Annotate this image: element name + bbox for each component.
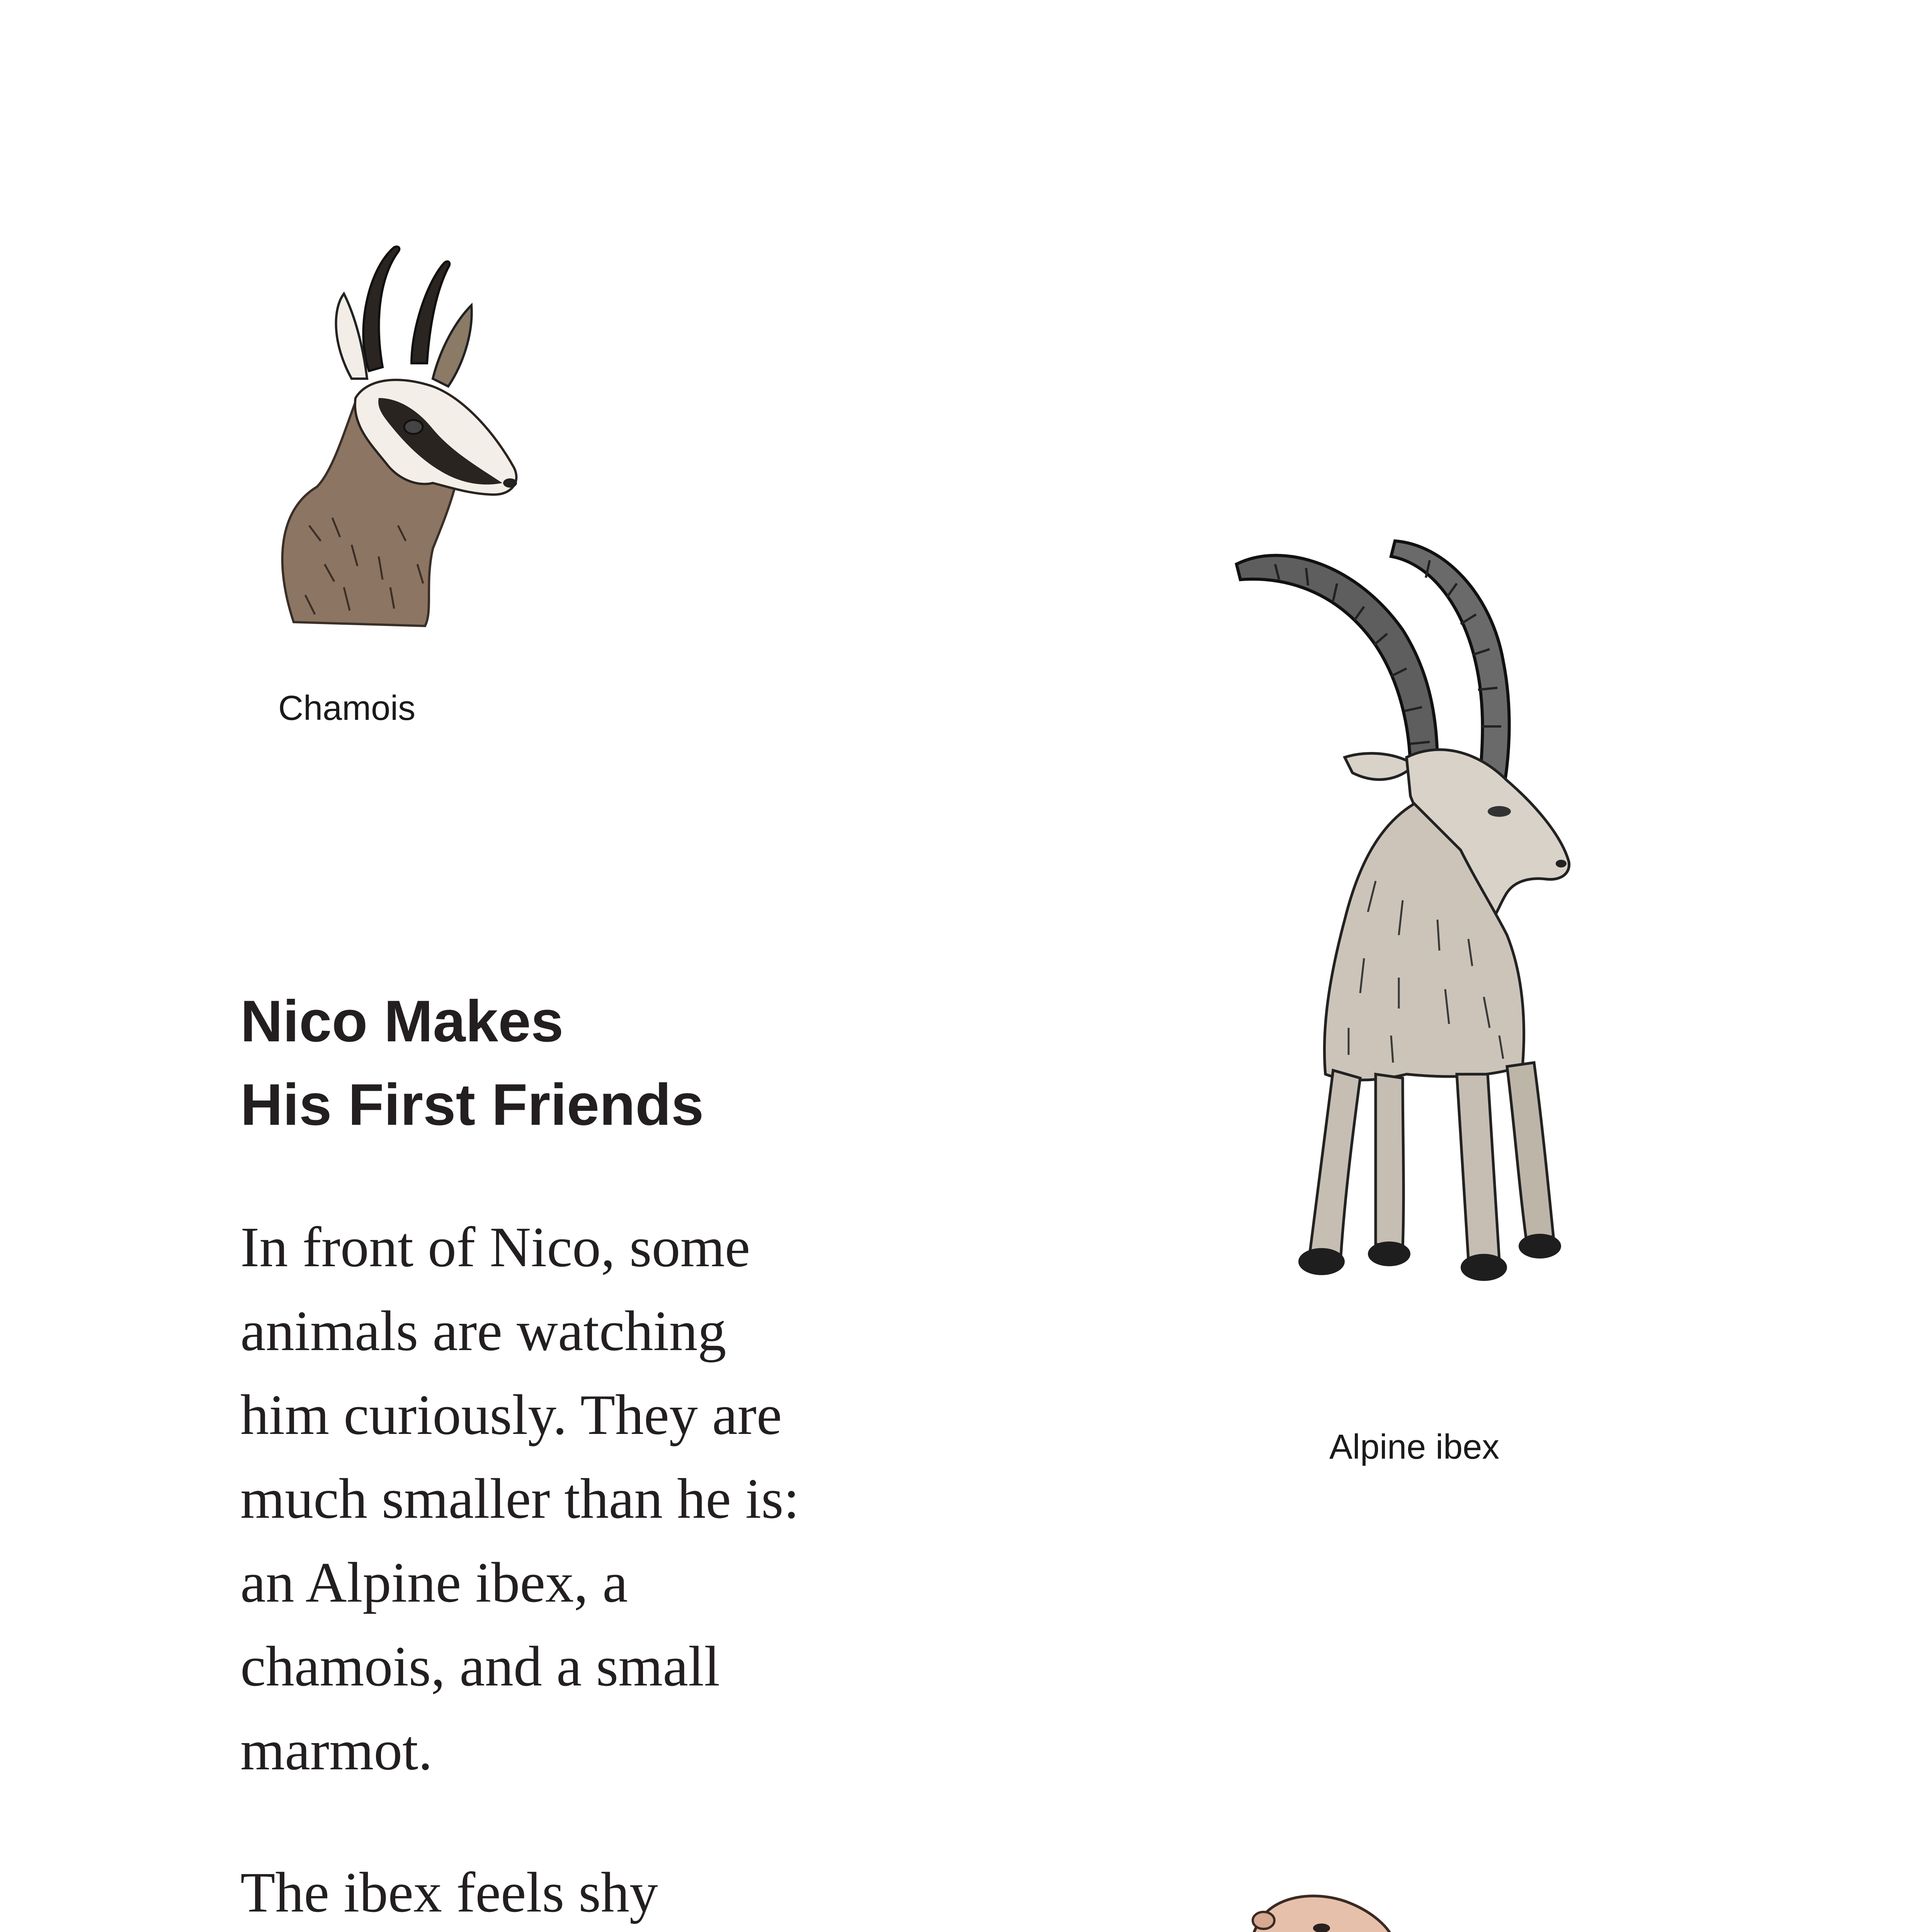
story-title <box>240 980 704 1146</box>
title-line: His First Friends <box>240 1072 704 1138</box>
text-line: chamois, and a small <box>240 1635 720 1698</box>
text-line: much smaller than he is: <box>240 1467 799 1531</box>
alpine-ibex-illustration <box>1229 533 1615 1391</box>
story-paragraph-2 <box>240 1851 878 1932</box>
title-line: Nico Makes <box>240 988 564 1054</box>
text-line: The ibex feels shy <box>240 1861 658 1924</box>
marmot-illustration <box>1128 1874 1437 1932</box>
chamois-caption: Chamois <box>278 689 416 728</box>
text-line: In front of Nico, some <box>240 1216 750 1279</box>
text-line: an Alpine ibex, a <box>240 1551 628 1614</box>
text-line: him curiously. They are <box>240 1383 782 1447</box>
chamois-illustration <box>216 216 526 641</box>
text-line: animals are watching <box>240 1299 726 1363</box>
text-line: marmot. <box>240 1719 433 1782</box>
story-paragraph-1 <box>240 1206 878 1793</box>
alpine-ibex-caption: Alpine ibex <box>1329 1428 1500 1466</box>
